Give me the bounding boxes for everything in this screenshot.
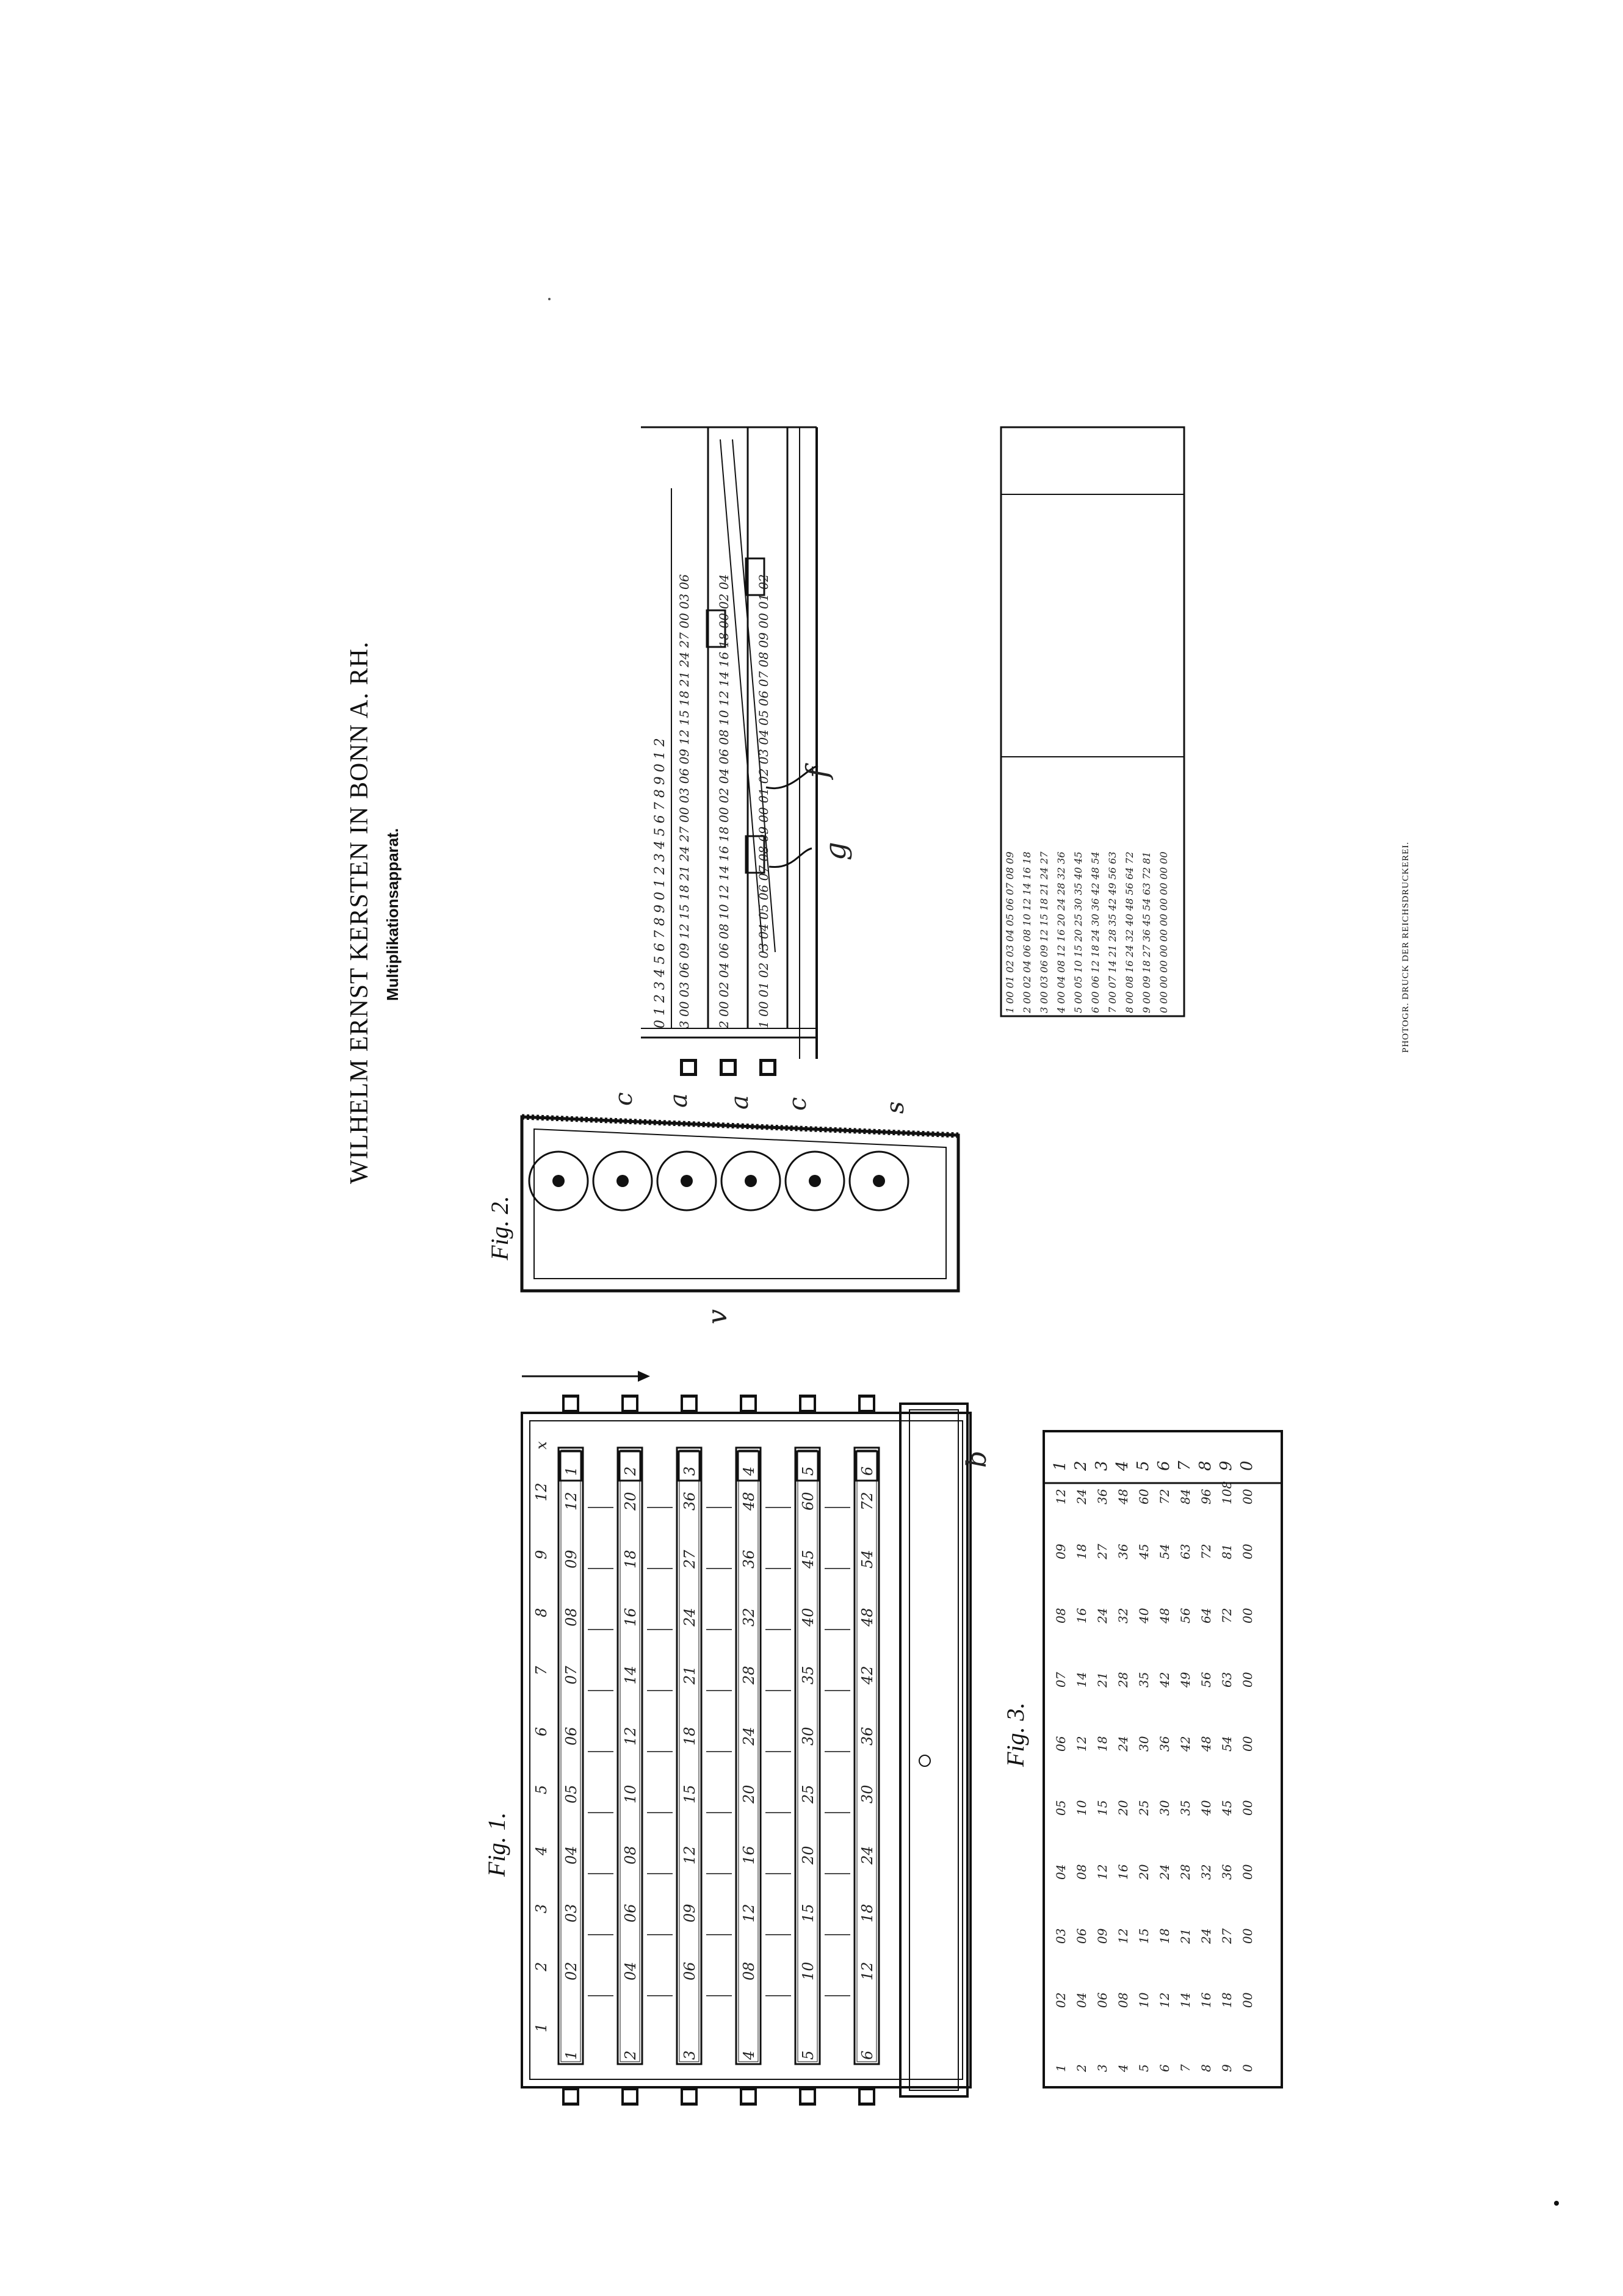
fig2-roller-axle [745, 1175, 757, 1187]
fig1-cell: 32 [740, 1608, 757, 1626]
fig1-cell: 42 [859, 1666, 876, 1684]
fig5-row: 0 00 00 00 00 00 00 00 00 00 00 [1158, 851, 1169, 1013]
fig2-roller-axle [552, 1175, 565, 1187]
fig2-mark-v: v [702, 1309, 733, 1324]
fig1-cell: 24 [859, 1846, 876, 1865]
fig3-cell: 16 [1116, 1864, 1130, 1880]
fig3-cell: 10 [1137, 1992, 1151, 2008]
printer-note: PHOTOGR. DRUCK DER REICHSDRUCKEREI. [1401, 841, 1411, 1053]
fig3-side-digit: 1 [1051, 1460, 1069, 1471]
fig3-cell: 20 [1116, 1800, 1130, 1816]
fig3-cell: 64 [1199, 1608, 1213, 1623]
fig3-cell: 108 [1220, 1481, 1234, 1504]
fig1-cell: 24 [681, 1608, 698, 1626]
fig1-result: 1 [563, 1466, 580, 1476]
fig1-mark-b: b [961, 1450, 992, 1468]
fig3-cell: 00 [1240, 1543, 1255, 1559]
fig3-side-digit: 9 [1217, 1460, 1235, 1471]
fig3-cell: 32 [1116, 1608, 1130, 1623]
fig3-cell: 5 [1137, 2064, 1151, 2072]
fig1-cell: 06 [681, 1962, 698, 1980]
fig1-cell: 06 [563, 1727, 580, 1745]
document-title: WILHELM ERNST KERSTEN IN BONN A. RH. [345, 641, 374, 1184]
fig1-row-multiplier: 1 [563, 2050, 580, 2060]
fig3-cell: 00 [1240, 1736, 1255, 1752]
fig4-mark-f: f [800, 767, 834, 778]
fig3-cell: 54 [1220, 1736, 1234, 1752]
fig3-cell: 27 [1095, 1543, 1110, 1559]
fig1-header-cell: 1 [533, 2023, 550, 2032]
fig3-cell: 21 [1095, 1672, 1110, 1688]
fig1-cell: 16 [622, 1608, 639, 1626]
fig1-cell: 16 [740, 1846, 757, 1865]
fig1-header-cell: x [533, 1441, 550, 1449]
fig1-header-cell: 7 [533, 1666, 550, 1675]
fig1-cell: 04 [622, 1962, 639, 1980]
fig3-cell: 00 [1240, 1864, 1255, 1880]
fig1-row-multiplier: 3 [681, 2050, 698, 2060]
fig3-cell: 24 [1074, 1489, 1089, 1504]
fig3-cell: 63 [1178, 1543, 1193, 1559]
fig1-result: 5 [800, 1466, 817, 1476]
fig1-label: Fig. 1. [483, 1812, 510, 1877]
fig1-row-multiplier: 5 [800, 2050, 817, 2060]
fig1-cell: 18 [681, 1727, 698, 1745]
fig2-label: Fig. 2. [486, 1196, 513, 1260]
fig3-cell: 30 [1137, 1736, 1151, 1752]
fig5-row: 1 00 01 02 03 04 05 06 07 08 09 [1004, 851, 1016, 1013]
fig3-cell: 07 [1054, 1672, 1068, 1688]
fig1-cell: 09 [681, 1904, 698, 1922]
fig3-cell: 18 [1095, 1736, 1110, 1752]
fig1-result: 3 [681, 1466, 698, 1476]
fig1-header-cell: 2 [533, 1962, 550, 1971]
fig1-cell: 24 [740, 1727, 757, 1745]
fig3-cell: 56 [1199, 1672, 1213, 1688]
fig3-cell: 04 [1054, 1864, 1068, 1880]
fig3-cell: 27 [1220, 1928, 1234, 1944]
fig3-cell: 30 [1157, 1800, 1172, 1816]
fig3-cell: 9 [1220, 2064, 1234, 2072]
fig1-cell: 72 [859, 1492, 876, 1511]
document-subtitle: Multiplikationsapparat. [383, 828, 402, 1001]
fig1-result: 6 [859, 1466, 876, 1476]
fig1-header-cell: 4 [533, 1846, 550, 1855]
fig1 [522, 1371, 992, 2106]
fig1-row-multiplier: 2 [622, 2050, 639, 2060]
fig3-cell: 15 [1095, 1800, 1110, 1816]
fig3-cell: 7 [1178, 2064, 1193, 2072]
fig3-cell: 60 [1137, 1489, 1151, 1504]
fig1-cell: 54 [859, 1550, 876, 1569]
fig1-direction-arrow [522, 1371, 650, 1382]
fig3-cell: 48 [1116, 1489, 1130, 1504]
fig3-cell: 0 [1240, 2064, 1255, 2072]
fig3-cell: 8 [1199, 2064, 1213, 2072]
fig1-cell: 15 [681, 1785, 698, 1803]
fig3-side-digit: 8 [1196, 1460, 1215, 1471]
speck [548, 298, 551, 300]
fig3-cell: 00 [1240, 1608, 1255, 1623]
fig3-cell: 06 [1054, 1736, 1068, 1752]
fig3-cell: 12 [1074, 1736, 1089, 1752]
fig1-row-multiplier: 4 [740, 2050, 757, 2060]
fig1-knob [919, 1755, 930, 1766]
fig1-cell: 04 [563, 1846, 580, 1865]
fig3-cell: 2 [1074, 2064, 1089, 2072]
fig1-cell: 08 [622, 1846, 639, 1865]
fig3-cell: 05 [1054, 1800, 1068, 1816]
fig5-row: 5 00 05 10 15 20 25 30 35 40 45 [1072, 851, 1084, 1013]
fig3-cell: 96 [1199, 1489, 1213, 1504]
fig1-cell: 12 [859, 1962, 876, 1980]
fig5-row: 9 00 09 18 27 36 45 54 63 72 81 [1141, 851, 1152, 1013]
fig3-cell: 4 [1116, 2064, 1130, 2072]
fig1-cell: 07 [563, 1666, 580, 1684]
fig4-strip-1: 1 00 01 02 03 04 05 06 07 08 09 00 01 02 03 04 05 06 07 08 09 00 01 02 [756, 574, 771, 1028]
fig1-cell: 28 [740, 1666, 757, 1684]
fig3-cell: 35 [1178, 1800, 1193, 1816]
fig5 [1001, 427, 1184, 1016]
fig3-cell: 24 [1157, 1864, 1172, 1880]
fig1-cell: 20 [800, 1846, 817, 1865]
fig3-cell: 12 [1095, 1864, 1110, 1880]
fig5-row: 4 00 04 08 12 16 20 24 28 32 36 [1055, 851, 1067, 1013]
fig1-cell: 08 [563, 1608, 580, 1626]
fig3-cell: 03 [1054, 1928, 1068, 1944]
fig3-cell: 72 [1220, 1608, 1234, 1623]
fig3-cell: 35 [1137, 1672, 1151, 1688]
fig3-cell: 21 [1178, 1928, 1193, 1944]
fig1-cell: 15 [800, 1904, 817, 1922]
fig1-cell: 36 [681, 1492, 698, 1511]
fig2-roller-axle [809, 1175, 821, 1187]
fig2-mark-c-2: c [784, 1097, 812, 1111]
fig1-header-cell: 6 [533, 1727, 550, 1736]
speck [1554, 2201, 1559, 2206]
fig3-cell: 04 [1074, 1992, 1089, 2008]
fig5-row: 7 00 07 14 21 28 35 42 49 56 63 [1107, 851, 1118, 1013]
fig1-result: 2 [622, 1466, 639, 1476]
fig3-cell: 12 [1157, 1992, 1172, 2008]
fig1-cell: 05 [563, 1785, 580, 1803]
fig3-cell: 49 [1178, 1672, 1193, 1688]
fig3-cell: 54 [1157, 1543, 1172, 1559]
fig1-cell: 06 [622, 1904, 639, 1922]
fig1-cell: 48 [740, 1492, 757, 1511]
fig3-cell: 42 [1178, 1736, 1193, 1752]
fig1-cell: 48 [859, 1608, 876, 1626]
fig1-cell: 12 [681, 1846, 698, 1865]
fig3-cell: 24 [1095, 1608, 1110, 1623]
fig3-cell: 24 [1116, 1736, 1130, 1752]
fig3-cell: 10 [1074, 1800, 1089, 1816]
fig5-row: 6 00 06 12 18 24 30 36 42 48 54 [1090, 851, 1101, 1013]
fig1-header-cell: 9 [533, 1550, 550, 1559]
fig3-cell: 24 [1199, 1928, 1213, 1944]
fig3-cell: 36 [1157, 1736, 1172, 1752]
fig1-cell: 35 [800, 1666, 817, 1684]
fig3-side-digit: 2 [1072, 1460, 1090, 1471]
fig3-cell: 12 [1054, 1489, 1068, 1504]
fig3-cell: 72 [1157, 1489, 1172, 1504]
fig3-cell: 06 [1074, 1928, 1089, 1944]
fig2-mark-s: s [881, 1101, 909, 1114]
fig1-cell: 36 [740, 1550, 757, 1569]
fig3-cell: 25 [1137, 1800, 1151, 1816]
fig3-cell: 09 [1095, 1928, 1110, 1944]
fig1-header-cell: 8 [533, 1608, 550, 1617]
fig3-cell: 1 [1054, 2064, 1068, 2072]
fig1-header-cell: 5 [533, 1785, 550, 1794]
fig3-cell: 48 [1157, 1608, 1172, 1623]
fig1-cell: 21 [681, 1666, 698, 1684]
fig3-cell: 56 [1178, 1608, 1193, 1623]
fig3-side-digit: 5 [1134, 1460, 1152, 1471]
fig1-cell: 03 [563, 1904, 580, 1922]
fig1-cell: 08 [740, 1962, 757, 1980]
fig3-side-digit: 7 [1176, 1460, 1194, 1471]
fig3-cell: 20 [1137, 1864, 1151, 1880]
fig1-cell: 12 [563, 1492, 580, 1511]
fig3-cell: 18 [1074, 1543, 1089, 1559]
fig2-mark-a-2: a [726, 1095, 754, 1110]
fig3-side-digit: 0 [1238, 1460, 1256, 1471]
fig3-cell: 36 [1220, 1864, 1234, 1880]
fig3-cell: 3 [1095, 2064, 1110, 2072]
fig1-header-cell: 12 [533, 1482, 550, 1501]
fig2-roller-axle [681, 1175, 693, 1187]
fig3 [1044, 1431, 1282, 2087]
fig3-cell: 6 [1157, 2064, 1172, 2072]
fig4-strip-2: 2 00 02 04 06 08 10 12 14 16 18 00 02 04 06 08 10 12 14 16 18 00 02 04 [717, 574, 731, 1028]
fig5-row: 3 00 03 06 09 12 15 18 21 24 27 [1038, 851, 1050, 1013]
fig1-cell: 60 [800, 1492, 817, 1511]
fig1-cell: 45 [800, 1550, 817, 1569]
fig3-cell: 08 [1074, 1864, 1089, 1880]
fig3-cell: 28 [1116, 1672, 1130, 1688]
fig1-cell: 09 [563, 1550, 580, 1569]
fig3-cell: 72 [1199, 1543, 1213, 1559]
fig1-cell: 20 [622, 1492, 639, 1511]
fig1-cell: 40 [800, 1608, 817, 1626]
fig3-cell: 36 [1116, 1543, 1130, 1559]
fig3-cell: 02 [1054, 1992, 1068, 2008]
fig4-digit-row: 0 1 2 3 4 5 6 7 8 9 0 1 2 3 4 5 6 7 8 9 0 1 2 [652, 738, 668, 1028]
fig3-cell: 63 [1220, 1672, 1234, 1688]
fig3-cell: 84 [1178, 1489, 1193, 1504]
fig2 [522, 1092, 958, 1324]
fig3-cell: 45 [1137, 1543, 1151, 1559]
fig3-cell: 81 [1220, 1543, 1234, 1559]
fig2-mark-c: c [610, 1092, 638, 1106]
fig3-cell: 08 [1116, 1992, 1130, 2008]
fig4-mark-g: g [819, 842, 853, 861]
fig1-cell: 36 [859, 1727, 876, 1745]
fig5-row: 8 00 08 16 24 32 40 48 56 64 72 [1124, 851, 1135, 1013]
fig2-roller-axle [873, 1175, 885, 1187]
fig3-cell: 40 [1199, 1800, 1213, 1816]
fig1-cell: 10 [622, 1785, 639, 1803]
fig3-side-digit: 6 [1155, 1460, 1173, 1471]
fig2-roller-axle [616, 1175, 629, 1187]
fig3-cell: 00 [1240, 1489, 1255, 1504]
fig4 [641, 427, 853, 1076]
fig1-cell: 10 [800, 1962, 817, 1980]
fig3-cell: 32 [1199, 1864, 1213, 1880]
fig4-strip-3: 3 00 03 06 09 12 15 18 21 24 27 00 03 06 09 12 15 18 21 24 27 00 03 06 [677, 574, 692, 1028]
fig3-cell: 00 [1240, 1672, 1255, 1688]
fig3-cell: 16 [1074, 1608, 1089, 1623]
fig3-cell: 18 [1157, 1928, 1172, 1944]
fig1-cell: 02 [563, 1962, 580, 1980]
fig1-cell: 30 [800, 1727, 817, 1745]
fig1-cell: 12 [740, 1904, 757, 1922]
fig1-cell: 27 [681, 1550, 698, 1569]
fig2-mark-a: a [665, 1093, 693, 1108]
fig3-cell: 36 [1095, 1489, 1110, 1504]
fig3-cell: 16 [1199, 1992, 1213, 2008]
fig3-side-digit: 3 [1093, 1460, 1111, 1471]
fig3-cell: 40 [1137, 1608, 1151, 1623]
fig3-cell: 00 [1240, 1928, 1255, 1944]
fig1-cell: 20 [740, 1785, 757, 1803]
fig1-cell: 14 [622, 1666, 639, 1684]
fig1-cell: 18 [859, 1904, 876, 1922]
fig5-row: 2 00 02 04 06 08 10 12 14 16 18 [1021, 851, 1033, 1013]
fig3-cell: 45 [1220, 1800, 1234, 1816]
fig3-cell: 06 [1095, 1992, 1110, 2008]
fig3-cell: 08 [1054, 1608, 1068, 1623]
fig3-cell: 00 [1240, 1800, 1255, 1816]
fig3-cell: 09 [1054, 1543, 1068, 1559]
fig3-cell: 14 [1074, 1672, 1089, 1688]
fig3-cell: 15 [1137, 1928, 1151, 1944]
fig3-cell: 00 [1240, 1992, 1255, 2008]
fig1-cell: 25 [800, 1785, 817, 1803]
fig3-cell: 48 [1199, 1736, 1213, 1752]
fig3-cell: 14 [1178, 1992, 1193, 2008]
fig1-header-cell: 3 [533, 1904, 550, 1913]
fig1-result: 4 [740, 1466, 757, 1476]
fig3-side-digit: 4 [1113, 1460, 1132, 1471]
fig3-cell: 28 [1178, 1864, 1193, 1880]
fig3-cell: 18 [1220, 1992, 1234, 2008]
fig3-label: Fig. 3. [1002, 1702, 1029, 1767]
fig1-row-multiplier: 6 [859, 2050, 876, 2060]
fig1-cell: 12 [622, 1727, 639, 1745]
fig3-cell: 12 [1116, 1928, 1130, 1944]
fig3-cell: 42 [1157, 1672, 1172, 1688]
fig1-cell: 18 [622, 1550, 639, 1569]
fig1-cell: 30 [859, 1785, 876, 1803]
